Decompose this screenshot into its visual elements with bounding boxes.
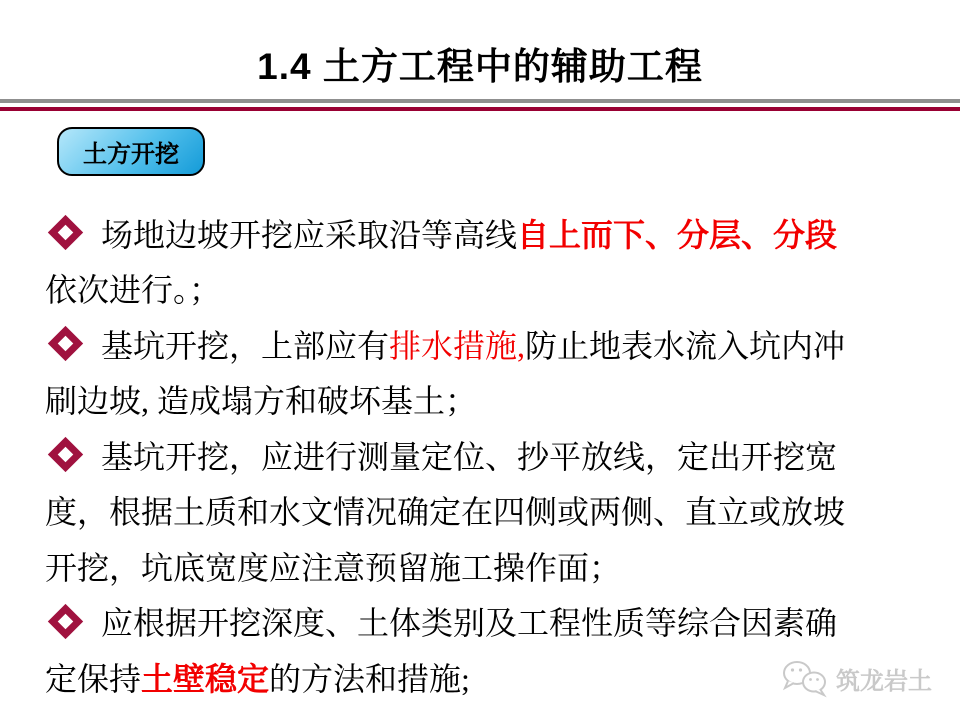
chat-bubbles-logo-icon — [778, 658, 830, 698]
section-tag-label: 土方开挖 — [83, 141, 179, 168]
text-line — [45, 205, 925, 261]
diamond-bullet-icon — [47, 326, 83, 362]
section-tag-button — [57, 127, 205, 176]
title-divider-maroon-line — [0, 107, 960, 111]
text-line — [45, 372, 925, 428]
watermark — [778, 658, 932, 698]
title-divider-gray-line — [0, 99, 960, 103]
text-line — [45, 483, 925, 539]
slide-title: 1.4 土方工程中的辅助工程 — [257, 46, 703, 87]
text-line — [45, 316, 925, 372]
text-segment: 开挖，坑底宽度应注意预留施工操作面； — [45, 549, 622, 586]
text-segment: 刷边坡, 造成塌方和破坏基土； — [45, 383, 478, 420]
text-line — [45, 594, 925, 650]
text-segment: 场地边坡开挖应采取沿等高线 — [101, 216, 518, 253]
text-segment: 防止地表水流入坑内冲 — [525, 327, 846, 364]
content-lines — [45, 205, 925, 705]
text-segment: 排水措施, — [389, 327, 526, 364]
text-segment: 土壁稳定 — [141, 660, 270, 697]
diamond-bullet-icon — [47, 215, 83, 251]
text-segment: 定保持 — [45, 660, 142, 697]
text-segment: 度，根据土质和水文情况确定在四侧或两侧、直立或放坡 — [45, 494, 846, 531]
diamond-bullet-icon — [47, 603, 83, 639]
text-line — [45, 538, 925, 594]
text-segment: 依次进行。； — [45, 272, 222, 309]
text-segment: 自上而下、分层、分段 — [517, 216, 838, 253]
text-segment: 的方法和措施; — [269, 660, 470, 697]
text-segment: 应根据开挖深度、土体类别及工程性质等综合因素确 — [101, 605, 838, 642]
text-segment: 基坑开挖，应进行测量定位、抄平放线，定出开挖宽 — [101, 438, 838, 475]
text-segment: 基坑开挖，上部应有 — [101, 327, 390, 364]
watermark-text: 筑龙岩土 — [836, 667, 932, 695]
diamond-bullet-icon — [47, 437, 83, 473]
text-line — [45, 261, 925, 317]
text-line — [45, 427, 925, 483]
